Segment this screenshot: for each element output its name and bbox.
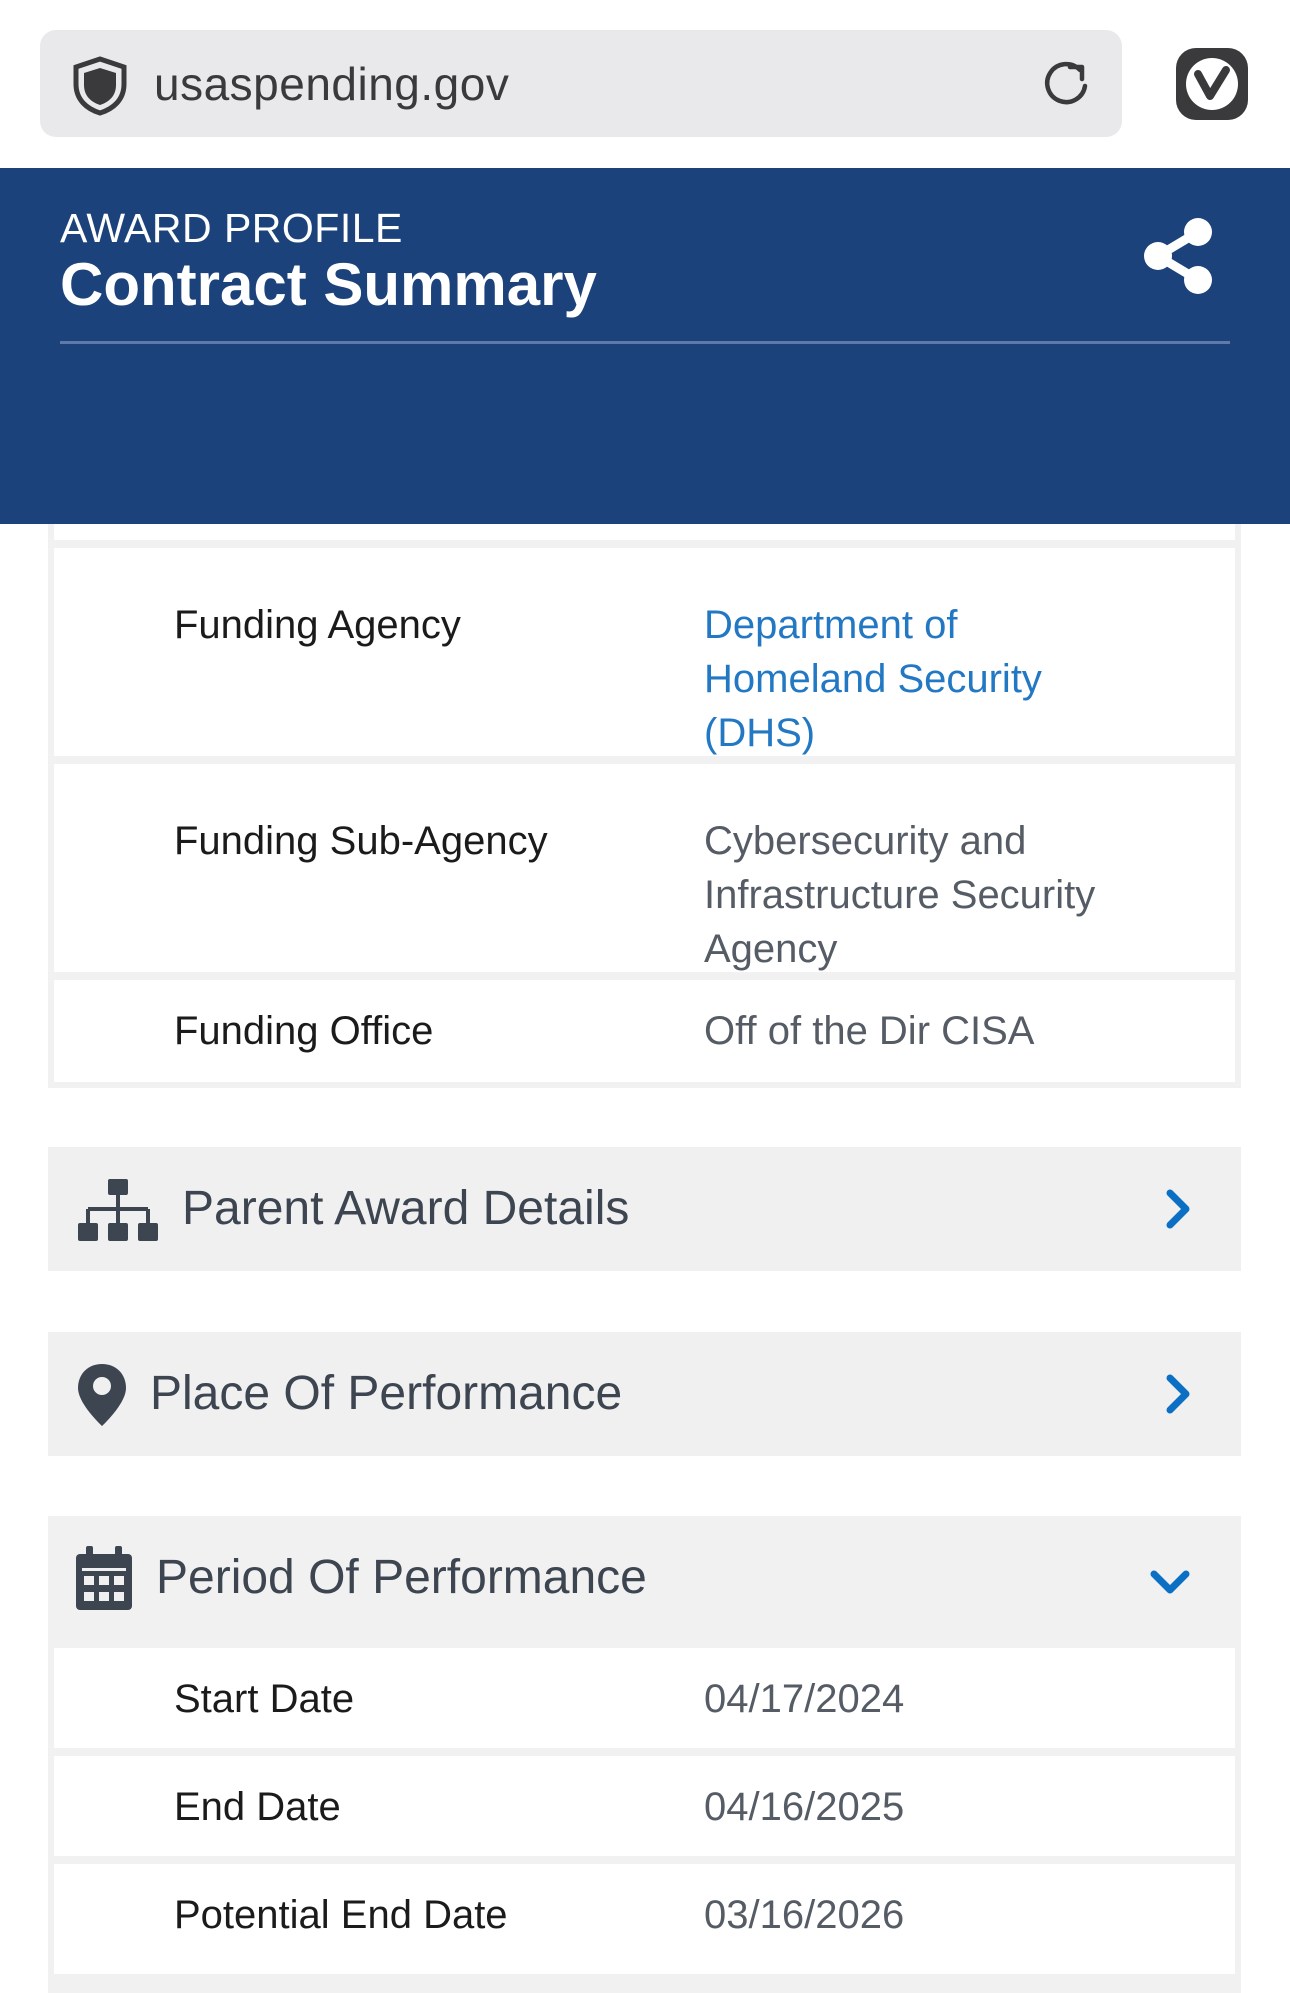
row-label: Funding Agency <box>174 603 461 647</box>
chevron-right-icon[interactable] <box>1154 1185 1202 1233</box>
potential-end-date-value: 03/16/2026 <box>704 1893 905 1937</box>
row-label: End Date <box>174 1785 341 1829</box>
section-title: Place Of Performance <box>150 1367 623 1420</box>
table-row <box>54 980 1235 1082</box>
start-date-value: 04/17/2024 <box>704 1677 905 1721</box>
address-bar[interactable] <box>40 30 1122 137</box>
table-row <box>54 1864 1235 1974</box>
table-row <box>54 764 1235 972</box>
section-title: Period Of Performance <box>156 1551 647 1604</box>
row-value: Off of the Dir CISA <box>704 1009 1035 1053</box>
parent-award-details-section[interactable] <box>48 1147 1241 1271</box>
agency-details-panel <box>48 524 1241 1088</box>
period-of-performance-section <box>48 1516 1241 1993</box>
table-row <box>54 1648 1235 1748</box>
chevron-down-icon[interactable] <box>1146 1558 1194 1606</box>
period-of-performance-header[interactable] <box>48 1516 1241 1644</box>
hierarchy-icon <box>78 1179 158 1243</box>
place-of-performance-section[interactable] <box>48 1332 1241 1456</box>
row-label: Start Date <box>174 1677 355 1721</box>
chevron-right-icon[interactable] <box>1154 1370 1202 1418</box>
header-eyebrow: AWARD PROFILE <box>60 205 403 251</box>
header-divider <box>60 341 1230 344</box>
award-header <box>0 168 1290 524</box>
share-icon[interactable] <box>1142 216 1214 296</box>
browser-toolbar <box>0 0 1290 168</box>
table-row <box>54 548 1235 756</box>
row-label: Funding Sub-Agency <box>174 819 548 863</box>
calendar-icon <box>76 1546 132 1610</box>
row-label: Funding Office <box>174 1009 434 1053</box>
row-value: Cybersecurity and Infrastructure Security Agency <box>704 819 1096 971</box>
table-row <box>54 1756 1235 1856</box>
funding-agency-link[interactable]: Department of Homeland Security (DHS) <box>704 603 1042 755</box>
vivaldi-icon[interactable] <box>1174 46 1250 122</box>
table-row <box>54 524 1235 540</box>
end-date-value: 04/16/2025 <box>704 1785 905 1829</box>
row-label: Potential End Date <box>174 1893 508 1937</box>
section-title: Parent Award Details <box>182 1182 630 1235</box>
url-text: usaspending.gov <box>154 58 510 110</box>
page-title: Contract Summary <box>60 251 597 318</box>
shield-icon[interactable] <box>72 56 128 116</box>
map-pin-icon <box>76 1362 128 1428</box>
reload-icon[interactable] <box>1040 58 1092 110</box>
